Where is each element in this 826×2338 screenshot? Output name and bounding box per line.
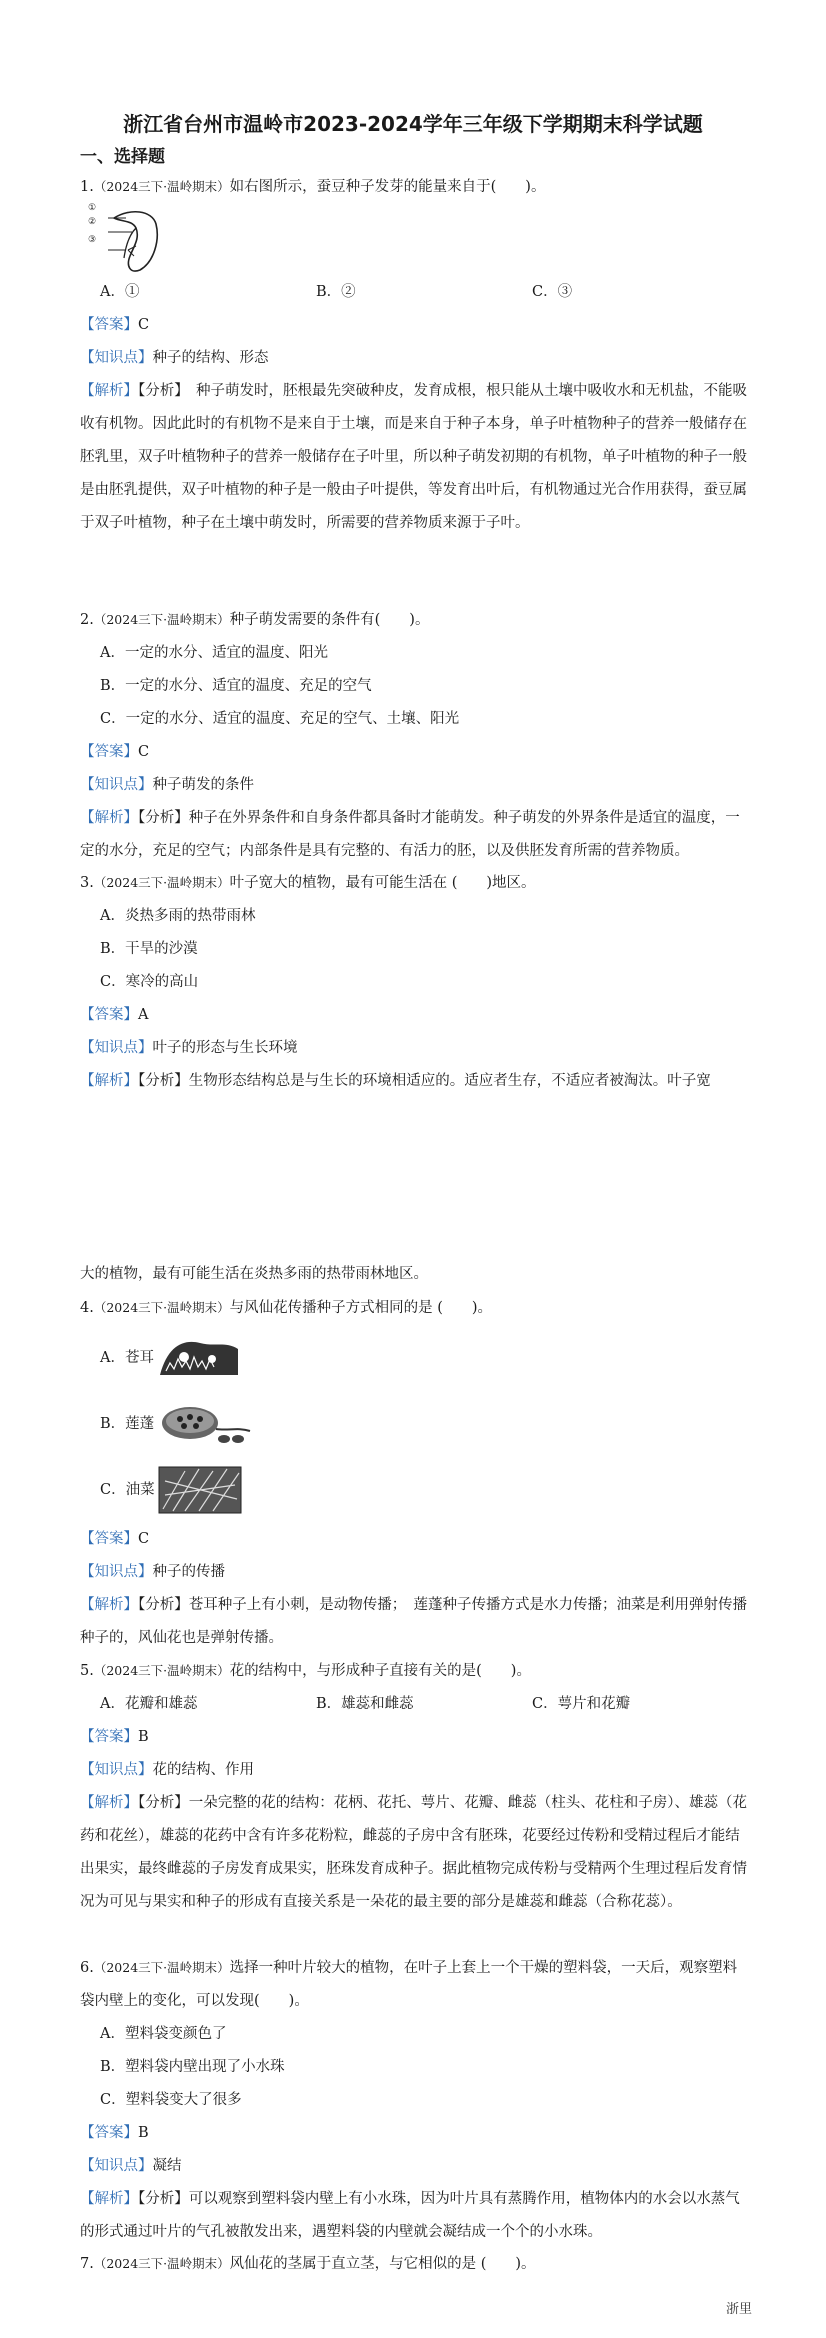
option-c[interactable]: C．寒冷的高山 [100, 974, 199, 990]
analysis-paragraph: 【解析】【分析】 种子萌发时，胚根最先突破种皮，发育成根，根只能从土壤中吸收水和无机盐，不能吸收有机物。因此此时的有机物不是来自于土壤，而是来自于种子本身，单子叶植物种子的营养一般储存在胚乳里，双子叶植物种子的营养一般储存在子叶里，所以种子萌发初期的有机物，单子叶植物的种子一般是由胚乳提供，双子叶植物的种子是一般由子叶提供，等发育出叶后，有机物通过光合作用获得，蚕豆属于双子叶植物，种子在土壤中萌发时，所需要的营养物质来源于子叶。 [80, 383, 747, 531]
knowledge-point-line: 【知识点】叶子的形态与生长环境 [80, 1040, 298, 1056]
option-c[interactable]: C．油菜 [80, 1457, 748, 1523]
question-7 [80, 2247, 748, 2281]
question-stem: 2.（2024三下·温岭期末）种子萌发需要的条件有( )。 [80, 612, 430, 628]
question-stem: 3.（2024三下·温岭期末）叶子宽大的植物，最有可能生活在 ( )地区。 [80, 875, 536, 891]
option-a[interactable]: A．苍耳 [80, 1325, 748, 1391]
option-c[interactable]: C．塑料袋变大了很多 [100, 2092, 242, 2108]
option-b[interactable]: B．雄蕊和雌蕊 [316, 1696, 414, 1712]
question-5 [80, 1654, 748, 1919]
knowledge-point-line: 【知识点】种子的结构、形态 [80, 350, 269, 366]
analysis-paragraph: 【解析】【分析】一朵完整的花的结构：花柄、花托、萼片、花瓣、雌蕊（柱头、花柱和子房）、雄蕊（花药和花丝），雄蕊的花药中含有许多花粉粒，雌蕊的子房中含有胚珠，花要经过传粉和受精过程后才能结出果实，最终雌蕊的子房发育成果实，胚珠发育成种子。据此植物完成传粉与受精两个生理过程后发育情况为可见与果实和种子的形成有直接关系是一朵花的最主要的部分是雄蕊和雌蕊（合称花蕊）。 [80, 1795, 747, 1910]
bean-seed-sketch [100, 204, 170, 276]
knowledge-point-line: 【知识点】种子萌发的条件 [80, 777, 254, 793]
option-c[interactable]: C．③ [532, 284, 573, 300]
question-3 [80, 866, 748, 1098]
analysis-paragraph: 【解析】【分析】可以观察到塑料袋内壁上有小水珠，因为叶片具有蒸腾作用，植物体内的水会以水蒸气的形式通过叶片的气孔被散发出来，遇塑料袋的内壁就会凝结成一个个的小水珠。 [80, 2191, 740, 2240]
option-a[interactable]: A．一定的水分、适宜的温度、阳光 [100, 645, 328, 661]
option-b[interactable]: B．② [316, 284, 356, 300]
question-stem: 6.（2024三下·温岭期末）选择一种叶片较大的植物，在叶子上套上一个干燥的塑料袋，一天后，观察塑料袋内壁上的变化，可以发现( )。 [80, 1960, 738, 2009]
question-stem: 1.（2024三下·温岭期末）如右图所示，蚕豆种子发芽的能量来自于( )。 [80, 179, 546, 195]
question-1 [80, 170, 748, 540]
section-heading: 一、选择题 [80, 147, 165, 167]
seed-figure [80, 204, 748, 276]
answer-line: 【答案】C [80, 1531, 150, 1547]
rapeseed-image [155, 1465, 245, 1515]
question-stem: 5.（2024三下·温岭期末）花的结构中，与形成种子直接有关的是( )。 [80, 1663, 531, 1679]
figure-label-2: ② [88, 217, 97, 227]
knowledge-point-line: 【知识点】凝结 [80, 2158, 182, 2174]
option-b[interactable]: B．干旱的沙漠 [100, 941, 198, 957]
question-stem: 4.（2024三下·温岭期末）与风仙花传播种子方式相同的是 ( )。 [80, 1300, 493, 1316]
analysis-paragraph: 【解析】【分析】苍耳种子上有小刺，是动物传播； 莲蓬种子传播方式是水力传播；油菜是利用弹射传播种子的，风仙花也是弹射传播。 [80, 1597, 747, 1646]
question-6 [80, 1951, 748, 2249]
option-a[interactable]: A．炎热多雨的热带雨林 [100, 908, 256, 924]
option-a[interactable]: A．① [100, 284, 140, 300]
lotus-pod-image [154, 1401, 254, 1447]
figure-label-1: ① [88, 203, 97, 213]
option-c[interactable]: C．萼片和花瓣 [532, 1696, 631, 1712]
question-2 [80, 603, 748, 868]
question-stem: 7.（2024三下·温岭期末）风仙花的茎属于直立茎，与它相似的是 ( )。 [80, 2256, 536, 2272]
option-c[interactable]: C．一定的水分、适宜的温度、充足的空气、土壤、阳光 [100, 711, 460, 727]
answer-line: 【答案】C [80, 744, 150, 760]
page-title: 浙江省台州市温岭市2023-2024学年三年级下学期期末科学试题 [123, 112, 703, 136]
option-b[interactable]: B．一定的水分、适宜的温度、充足的空气 [100, 678, 372, 694]
options-row [80, 1688, 748, 1721]
knowledge-point-line: 【知识点】种子的传播 [80, 1564, 225, 1580]
answer-line: 【答案】B [80, 2125, 149, 2141]
figure-label-3: ③ [88, 235, 97, 245]
option-b[interactable]: B．塑料袋内壁出现了小水珠 [100, 2059, 285, 2075]
answer-line: 【答案】A [80, 1007, 149, 1023]
option-a[interactable]: A．塑料袋变颜色了 [100, 2026, 227, 2042]
options-row [80, 276, 748, 309]
knowledge-point-line: 【知识点】花的结构、作用 [80, 1762, 254, 1778]
analysis-continuation: 大的植物，最有可能生活在炎热多雨的热带雨林地区。 [80, 1266, 428, 1282]
analysis-paragraph: 【解析】【分析】生物形态结构总是与生长的环境相适应的。适应者生存，不适应者被淘汰。叶子宽 [80, 1073, 711, 1089]
cocklebur-image [154, 1335, 244, 1381]
answer-line: 【答案】B [80, 1729, 149, 1745]
page-footer: 浙里 [725, 2302, 752, 2317]
option-b[interactable]: B．莲蓬 [80, 1391, 748, 1457]
answer-line: 【答案】C [80, 317, 150, 333]
analysis-paragraph: 【解析】【分析】种子在外界条件和自身条件都具备时才能萌发。种子萌发的外界条件是适宜的温度，一定的水分，充足的空气；内部条件是具有完整的、有活力的胚，以及供胚发育所需的营养物质。 [80, 810, 740, 859]
option-a[interactable]: A．花瓣和雄蕊 [100, 1696, 198, 1712]
question-4 [80, 1291, 748, 1655]
